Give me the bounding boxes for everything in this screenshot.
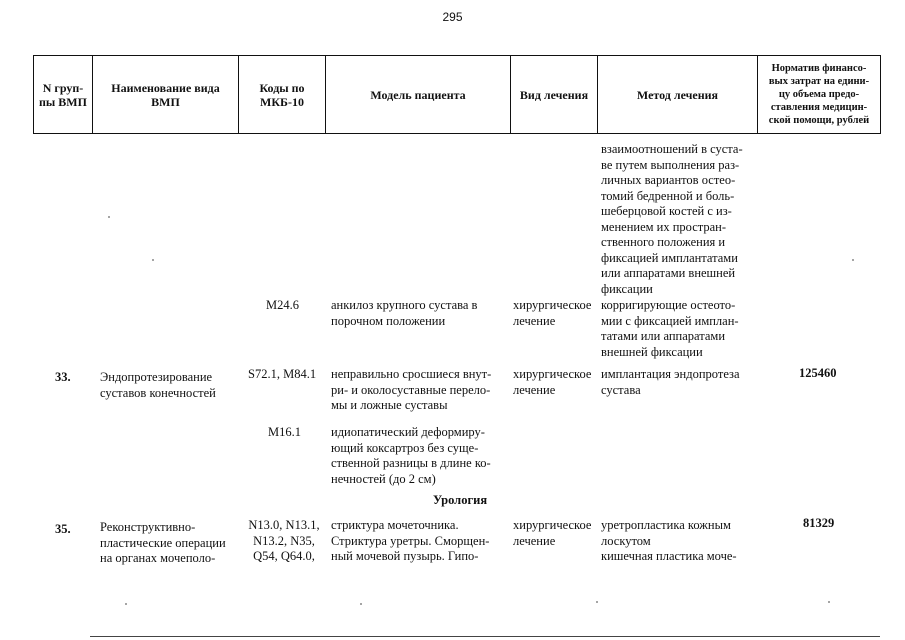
scan-speck [828, 601, 830, 603]
icd-code-cell: M24.6 [266, 298, 299, 312]
scan-speck [108, 216, 110, 218]
section-title: Урология [433, 493, 488, 507]
header-vmp-name: Наименование вида ВМП [111, 80, 220, 109]
method-cell: уретропластика кожным лоскутом кишечная пластика моче- [601, 518, 737, 563]
method-cell: имплантация эндопротеза сустава [601, 367, 740, 397]
scan-speck [596, 601, 598, 603]
header-cost-norm: Норматив финансо- вых затрат на едини- цу объема предо- ставления медицин- ской помощи, рублей [768, 63, 870, 126]
icd-code-cell: N13.0, N13.1, N13.2, N35, Q54, Q64.0, [248, 518, 320, 563]
treatment-type-cell: хирургическое лечение [513, 518, 592, 548]
group-number-cell: 33. [55, 370, 71, 384]
page-number: 295 [442, 10, 463, 24]
method-cell: корригирующие остеото- мии с фиксацией имплан- татами или аппаратами внешней фиксации [601, 298, 739, 359]
method-cell: взаимоотношений в суста- ве путем выполнения раз- личных вариантов остео- томий бедренной и боль- шеберцовой костей с из- менением их простран- ственного положения и фиксацией имплантатами или аппаратами внешней фиксации [601, 142, 743, 296]
vmp-name-cell: Реконструктивно- пластические операции на органах мочеполо- [100, 520, 226, 565]
header-treatment-type: Вид лечения [519, 87, 589, 102]
scan-speck [125, 603, 127, 605]
header-treatment-method: Метод лечения [636, 87, 719, 102]
group-number-cell: 35. [55, 522, 71, 536]
cost-cell: 125460 [799, 366, 837, 380]
scan-speck [360, 603, 362, 605]
patient-model-cell: стриктура мочеточника. Стриктура уретры. Сморщен- ный мочевой пузырь. Гипо- [331, 518, 490, 563]
patient-model-cell: идиопатический деформиру- ющий коксартроз без суще- ственной разницы в длине ко- нечностей (до 2 см) [331, 425, 491, 486]
header-patient-model: Модель пациента [370, 87, 466, 102]
treatment-type-cell: хирургическое лечение [513, 367, 592, 397]
scan-speck [852, 259, 854, 261]
column-divider [880, 55, 881, 134]
treatment-type-cell: хирургическое лечение [513, 298, 592, 328]
vmp-name-cell: Эндопротезирование суставов конечностей [100, 370, 216, 400]
header-group-number: N груп- пы ВМП [39, 80, 87, 109]
scan-speck [152, 259, 154, 261]
page-bottom-rule [90, 636, 880, 637]
patient-model-cell: неправильно сросшиеся внут- ри- и околосуставные перело- мы и ложные суставы [331, 367, 492, 412]
cost-cell: 81329 [803, 516, 835, 530]
header-bottom-border [33, 133, 881, 134]
icd-code-cell: S72.1, M84.1 [248, 367, 317, 381]
icd-code-cell: M16.1 [268, 425, 301, 439]
patient-model-cell: анкилоз крупного сустава в порочном положении [331, 298, 478, 328]
header-icd-codes: Коды по МКБ-10 [259, 80, 305, 109]
